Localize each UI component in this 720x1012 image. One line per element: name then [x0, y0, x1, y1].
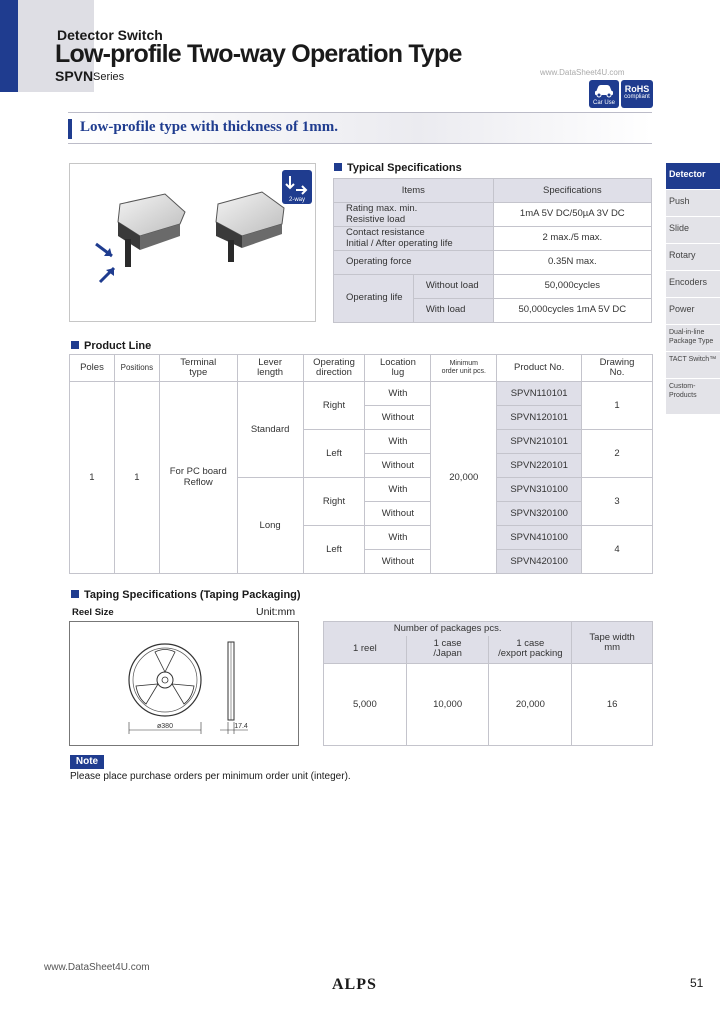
- series-word: Series: [93, 71, 125, 83]
- footer-url[interactable]: www.DataSheet4U.com: [44, 962, 150, 973]
- pl-product-no-1: SPVN110101: [497, 382, 582, 406]
- spec-rating-label: Rating max. min. Resistive load: [334, 203, 494, 227]
- page-title: Low-profile Two-way Operation Type: [55, 40, 462, 68]
- pl-lug-6: Without: [365, 502, 431, 526]
- switch-product-image: [70, 164, 315, 321]
- nav-item-dual-in-line[interactable]: Dual-in-line Package Type: [666, 325, 720, 352]
- car-use-label: Car Use: [592, 100, 615, 106]
- rohs-badge: [621, 80, 653, 108]
- tagline-accent: [68, 119, 72, 139]
- pl-header-terminal: Terminal type: [159, 355, 237, 382]
- nav-item-encoders[interactable]: Encoders: [666, 271, 720, 298]
- page-number: 51: [690, 976, 704, 990]
- spec-life-without-value: 50,000cycles: [493, 275, 651, 299]
- product-photo: [69, 163, 316, 322]
- packages-reel-value: 5,000: [324, 664, 407, 746]
- pl-direction-4: Left: [303, 526, 365, 574]
- pl-lever-long: Long: [237, 478, 303, 574]
- note-text: Please place purchase orders per minimum order unit (integer).: [70, 771, 351, 782]
- packages-header-case-export: 1 case /export packing: [489, 636, 572, 664]
- typical-specs-table: [333, 178, 652, 323]
- reel-diameter-label: ø380: [157, 723, 173, 730]
- spec-header-specifications: Specifications: [493, 179, 651, 203]
- spec-rating-value: 1mA 5V DC/50µA 3V DC: [493, 203, 651, 227]
- packages-tape-width-value: 16: [572, 664, 653, 746]
- product-line-table: [69, 354, 653, 574]
- pl-header-lug: Location lug: [365, 355, 431, 382]
- pl-header-poles: Poles: [70, 355, 115, 382]
- section-bullet: [71, 590, 79, 598]
- pl-lug-2: Without: [365, 406, 431, 430]
- pl-product-no-2: SPVN120101: [497, 406, 582, 430]
- packages-table: [323, 621, 653, 746]
- pl-drawing-3: 3: [582, 478, 653, 526]
- pl-lug-3: With: [365, 430, 431, 454]
- pl-product-no-5: SPVN310100: [497, 478, 582, 502]
- two-way-badge-label: 2-way: [288, 197, 306, 203]
- nav-item-detector[interactable]: Detector: [666, 163, 720, 190]
- watermark-text: www.DataSheet4U.com: [540, 68, 625, 77]
- pl-header-direction: Operating direction: [303, 355, 365, 382]
- car-icon: [589, 80, 619, 98]
- note-badge: Note: [70, 755, 104, 769]
- packages-case-japan-value: 10,000: [406, 664, 489, 746]
- spec-contact-value: 2 max./5 max.: [493, 227, 651, 251]
- section-bullet: [334, 163, 342, 171]
- packages-header-group: Number of packages pcs.: [324, 622, 572, 636]
- rohs-main: RoHS: [624, 84, 650, 94]
- taping-heading: [71, 589, 301, 601]
- pl-lug-4: Without: [365, 454, 431, 478]
- spec-force-label: Operating force: [334, 251, 494, 275]
- product-line-heading: [71, 340, 151, 352]
- pl-min-order-value: 20,000: [431, 382, 497, 574]
- nav-item-power[interactable]: Power: [666, 298, 720, 325]
- pl-header-positions: Positions: [114, 355, 159, 382]
- category-nav: [666, 163, 720, 415]
- pl-lug-7: With: [365, 526, 431, 550]
- spec-life-with-value: 50,000cycles 1mA 5V DC: [493, 299, 651, 323]
- packages-header-case-japan: 1 case /Japan: [406, 636, 489, 664]
- taping-title: Taping Specifications (Taping Packaging): [84, 589, 301, 601]
- pl-header-product-no: Product No.: [497, 355, 582, 382]
- typical-specs-heading: [334, 162, 462, 174]
- pl-header-lever: Lever length: [237, 355, 303, 382]
- pl-drawing-1: 1: [582, 382, 653, 430]
- nav-item-tact-switch[interactable]: TACT Switch™: [666, 352, 720, 379]
- reel-drawing: [69, 621, 299, 746]
- header-accent-bar: [0, 0, 18, 92]
- reel-diagram: [70, 622, 298, 745]
- pl-poles-value: 1: [70, 382, 115, 574]
- nav-item-rotary[interactable]: Rotary: [666, 244, 720, 271]
- rohs-sub: compliant: [624, 94, 650, 100]
- unit-label: Unit:mm: [256, 606, 296, 618]
- pl-header-drawing: Drawing No.: [582, 355, 653, 382]
- pl-direction-3: Right: [303, 478, 365, 526]
- pl-lever-standard: Standard: [237, 382, 303, 478]
- packages-case-export-value: 20,000: [489, 664, 572, 746]
- spec-contact-label: Contact resistance Initial / After operating life: [334, 227, 494, 251]
- category-label: Detector Switch: [57, 27, 163, 43]
- product-line-title: Product Line: [84, 340, 152, 352]
- pl-positions-value: 1: [114, 382, 159, 574]
- packages-header-reel: 1 reel: [324, 636, 407, 664]
- typical-specs-title: Typical Specifications: [347, 162, 462, 174]
- pl-drawing-4: 4: [582, 526, 653, 574]
- spec-force-value: 0.35N max.: [493, 251, 651, 275]
- spec-life-label: Operating life: [334, 275, 414, 323]
- spec-life-without-label: Without load: [413, 275, 493, 299]
- pl-product-no-8: SPVN420100: [497, 550, 582, 574]
- reel-width-label: 17.4: [234, 723, 248, 730]
- car-use-badge: [589, 80, 619, 108]
- alps-logo: ALPS: [332, 976, 377, 993]
- pl-direction-1: Right: [303, 382, 365, 430]
- pl-product-no-7: SPVN410100: [497, 526, 582, 550]
- tagline-banner: [68, 112, 652, 144]
- nav-item-custom-products[interactable]: Custom-Products: [666, 379, 720, 415]
- pl-header-min-order: Minimum order unit pcs.: [431, 355, 497, 382]
- section-bullet: [71, 341, 79, 349]
- pl-drawing-2: 2: [582, 430, 653, 478]
- pl-direction-2: Left: [303, 430, 365, 478]
- series-code: SPVN: [55, 68, 94, 84]
- pl-product-no-6: SPVN320100: [497, 502, 582, 526]
- pl-terminal-value: For PC board Reflow: [159, 382, 237, 574]
- pl-lug-5: With: [365, 478, 431, 502]
- spec-header-items: Items: [334, 179, 494, 203]
- spec-life-with-label: With load: [413, 299, 493, 323]
- pl-lug-8: Without: [365, 550, 431, 574]
- nav-item-slide[interactable]: Slide: [666, 217, 720, 244]
- reel-size-label: Reel Size: [72, 607, 114, 618]
- pl-lug-1: With: [365, 382, 431, 406]
- tagline-text: Low-profile type with thickness of 1mm.: [80, 119, 339, 135]
- nav-item-push[interactable]: Push: [666, 190, 720, 217]
- pl-product-no-3: SPVN210101: [497, 430, 582, 454]
- packages-header-tape-width: Tape width mm: [572, 622, 653, 664]
- pl-product-no-4: SPVN220101: [497, 454, 582, 478]
